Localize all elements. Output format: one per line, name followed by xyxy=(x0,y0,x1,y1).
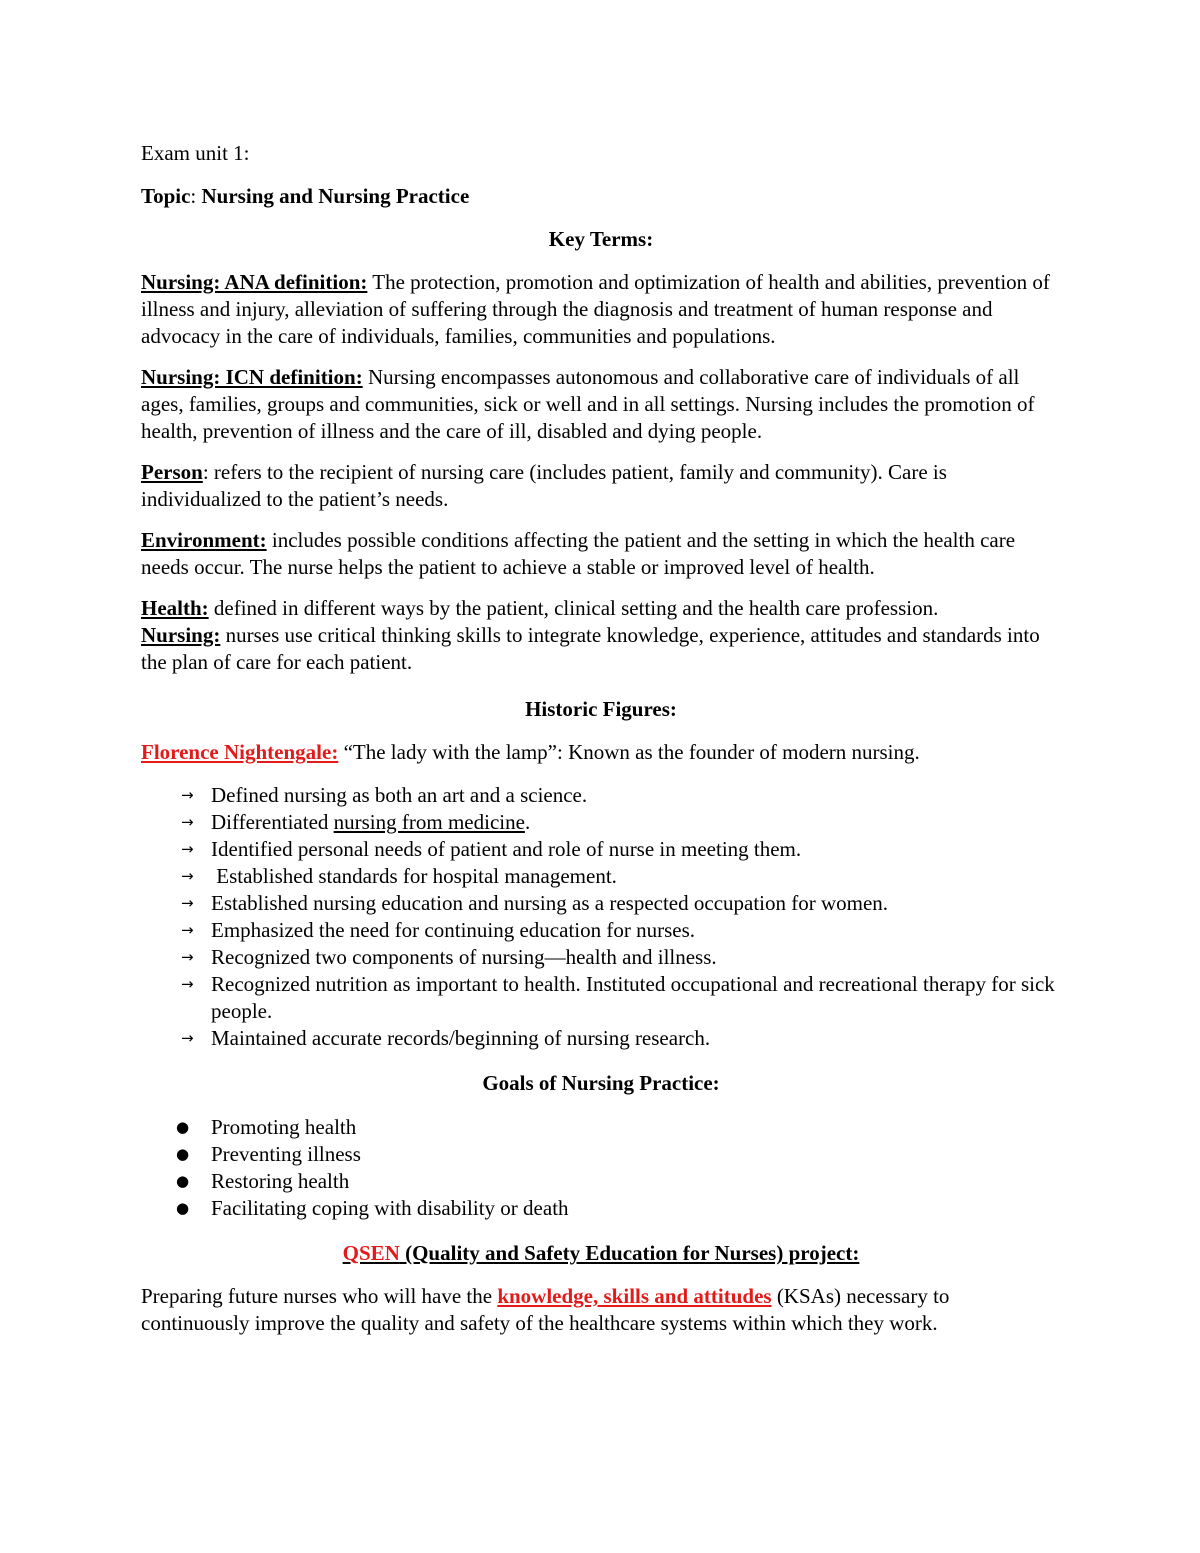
bullet-icon: ● xyxy=(176,1118,190,1136)
goals-heading: Goals of Nursing Practice: xyxy=(482,1071,720,1095)
topic-label: Topic xyxy=(141,184,191,208)
list-item xyxy=(141,782,1061,809)
qsen-heading xyxy=(141,1240,1061,1267)
list-item-text: Identified personal needs of patient and role of nurse in meeting them. xyxy=(211,837,802,861)
term-health-label: Health: xyxy=(141,596,209,620)
list-item xyxy=(141,1025,1061,1052)
goals-list xyxy=(141,1114,1061,1222)
arrow-icon: → xyxy=(181,813,194,831)
topic-separator: : xyxy=(190,184,202,208)
term-environment xyxy=(141,527,1061,581)
list-item xyxy=(141,809,1061,836)
term-health xyxy=(141,595,1061,622)
document-page xyxy=(141,140,1061,1337)
arrow-icon: → xyxy=(181,894,194,912)
term-icn-text: Nursing encompasses autonomous and collaborative care of individuals of all ages, families, groups and communities, sick or well and in all settings. Nursing includes the promotion of health, prevention of illness and the care of ill, disabled and dying people. xyxy=(141,365,1035,443)
bullet-icon: ● xyxy=(176,1199,190,1217)
list-item-text: Recognized two components of nursing—health and illness. xyxy=(211,945,717,969)
qsen-paragraph xyxy=(141,1283,1061,1337)
key-terms-heading: Key Terms: xyxy=(548,227,654,251)
qsen-heading-rest: (Quality and Safety Education for Nurses) project: xyxy=(399,1241,860,1265)
qsen-acronym: QSEN xyxy=(342,1241,400,1265)
list-item xyxy=(141,1195,1061,1222)
list-item-text: Maintained accurate records/beginning of nursing research. xyxy=(211,1026,711,1050)
arrow-icon: → xyxy=(181,1029,194,1047)
list-item xyxy=(141,1141,1061,1168)
list-item xyxy=(141,944,1061,971)
list-item-end: . xyxy=(524,810,531,834)
topic-value: Nursing and Nursing Practice xyxy=(201,184,470,208)
term-environment-label: Environment: xyxy=(141,528,267,552)
arrow-icon: → xyxy=(181,948,194,966)
bullet-icon: ● xyxy=(176,1172,190,1190)
list-item-text: Facilitating coping with disability or death xyxy=(211,1196,569,1220)
term-icn xyxy=(141,364,1061,445)
list-item-text: Differentiated xyxy=(211,810,334,834)
term-nursing-label: Nursing: xyxy=(141,623,221,647)
historic-heading: Historic Figures: xyxy=(525,697,677,721)
arrow-icon: → xyxy=(181,867,194,885)
nightingale-text: “The lady with the lamp”: Known as the founder of modern nursing. xyxy=(338,740,920,764)
qsen-text-after: (KSAs) necessary to continuously improve the quality and safety of the healthcare systems within which they work. xyxy=(141,1284,950,1335)
list-item xyxy=(141,890,1061,917)
term-icn-label: Nursing: ICN definition: xyxy=(141,365,363,389)
list-item xyxy=(141,917,1061,944)
arrow-icon: → xyxy=(181,786,194,804)
term-ana xyxy=(141,269,1061,350)
list-item-text: Established standards for hospital management. xyxy=(211,864,617,888)
list-item-text: Emphasized the need for continuing education for nurses. xyxy=(211,918,696,942)
term-person-label: Person xyxy=(141,460,203,484)
term-person-text: : refers to the recipient of nursing care (includes patient, family and community). Care is individualized to the patient’s needs. xyxy=(141,460,947,511)
term-nursing-text: nurses use critical thinking skills to integrate knowledge, experience, attitudes and standards into the plan of care for each patient. xyxy=(141,623,1040,674)
list-item-text: Defined nursing as both an art and a science. xyxy=(211,783,588,807)
term-ana-label: Nursing: ANA definition: xyxy=(141,270,368,294)
exam-title: Exam unit 1: xyxy=(141,141,250,165)
list-item xyxy=(141,863,1061,890)
list-item xyxy=(141,1114,1061,1141)
underlined-phrase: nursing from medicine xyxy=(333,810,525,834)
list-item-text: Restoring health xyxy=(211,1169,350,1193)
nightingale-name: Florence Nightengale: xyxy=(141,740,339,764)
list-item xyxy=(141,971,1061,1025)
term-environment-text: includes possible conditions affecting the patient and the setting in which the health care needs occur. The nurse helps the patient to achieve a stable or improved level of health. xyxy=(141,528,1016,579)
list-item xyxy=(141,1168,1061,1195)
term-nursing xyxy=(141,622,1061,676)
list-item-text: Promoting health xyxy=(211,1115,357,1139)
qsen-ksa: knowledge, skills and attitudes xyxy=(497,1284,772,1308)
qsen-text-before: Preparing future nurses who will have the xyxy=(141,1284,498,1308)
nightingale-list xyxy=(141,782,1061,1052)
list-item-text: Recognized nutrition as important to health. Instituted occupational and recreational therapy for sick people. xyxy=(211,972,1055,1023)
nightingale-line xyxy=(141,739,1061,766)
bullet-icon: ● xyxy=(176,1145,190,1163)
arrow-icon: → xyxy=(181,921,194,939)
arrow-icon: → xyxy=(181,975,194,993)
topic-line xyxy=(141,183,1061,210)
term-person xyxy=(141,459,1061,513)
term-ana-text: The protection, promotion and optimization of health and abilities, prevention of illness and injury, alleviation of suffering through the diagnosis and treatment of human response and advocacy in the care of individuals, families, communities and populations. xyxy=(141,270,1050,348)
list-item-text: Preventing illness xyxy=(211,1142,361,1166)
list-item xyxy=(141,836,1061,863)
arrow-icon: → xyxy=(181,840,194,858)
term-health-text: defined in different ways by the patient, clinical setting and the health care profession. xyxy=(208,596,939,620)
list-item-text: Established nursing education and nursing as a respected occupation for women. xyxy=(211,891,889,915)
